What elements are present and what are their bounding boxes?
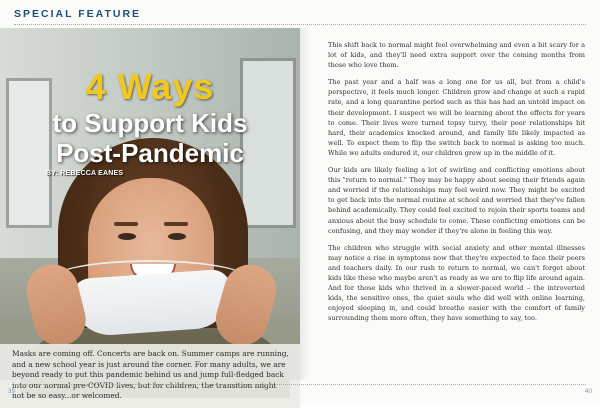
byline: BY: REBECCA EANES — [46, 170, 124, 177]
article-paragraph: The children who struggle with social anxiety and other mental illnesses may notice a rise in symptoms now that they're expected to face their peers and teachers daily. In our rush to return to normal, we can't forget about kids like these who maybe aren't as ready as we are to flip life around again. And for those kids who thrived in a slower-paced world – the introverted kids, the sensitive ones, the quiet souls who did well with online learning, enjoyed sleeping in, and could breathe easier with the comfort of family surrounding them more often, they have something to say, too. — [328, 243, 585, 323]
footer-divider — [14, 384, 586, 385]
girl-eye-left — [118, 233, 136, 240]
page-number-right: 40 — [584, 388, 592, 395]
article-body — [328, 40, 585, 380]
section-label: SPECIAL FEATURE — [14, 8, 142, 20]
intro-text: Masks are coming off. Concerts are back on. Summer camps are running, and a new school year is just around the corner. For many adults, we are beyond ready to put this pandemic behind us and jump full-fledged back into our normal pre-COVID lives, but for children, the transition might not be so easy...or welcomed. — [12, 349, 289, 401]
headline-line-2: to Support Kids — [52, 108, 248, 138]
girl-eye-right — [168, 233, 186, 240]
spine-gutter — [300, 28, 310, 380]
header-divider — [14, 24, 586, 25]
page-header — [0, 0, 600, 26]
article-paragraph: This shift back to normal might feel overwhelming and even a bit scary for a lot of kids, and they'll need extra support over the coming months from those who love them. — [328, 41, 585, 70]
article-paragraph: The past year and a half was a long one for us all, but from a child's perspective, it feels much longer. Children grow and change at such a rapid rate, and a long quarantine period such as this has had an untold impact on their development. I suspect we will be learning about the effects for years to come. Their lives were turned topsy turvy, their peer relationships hit hard, their academics knocked around, and family life likely impacted as well. To expect them to flip the switch back to normal is asking too much. While we adults endured it, our children grew up in the middle of it. — [328, 78, 585, 157]
intro-box — [0, 344, 300, 408]
page-number-left: 39 — [8, 388, 16, 395]
girl-brow-left — [114, 222, 138, 226]
article-paragraph: Our kids are likely feeling a lot of swirling and conflicting emotions about this "return to normal." They may be happy about seeing their friends again and worried if the relationships may feel weird now. They might be excited to get back into the normal routine at school and worried that they've fallen behind academically. They could feel excited to rejoin their sports teams and anxious about the busy schedule to come. These conflicting emotions can be confusing, and they may wonder if they're alone in feeling this way. — [328, 166, 585, 235]
girl-brow-right — [164, 222, 188, 226]
headline-line-1: 4 Ways — [85, 66, 215, 107]
headline-line-3: Post-Pandemic — [56, 138, 244, 168]
